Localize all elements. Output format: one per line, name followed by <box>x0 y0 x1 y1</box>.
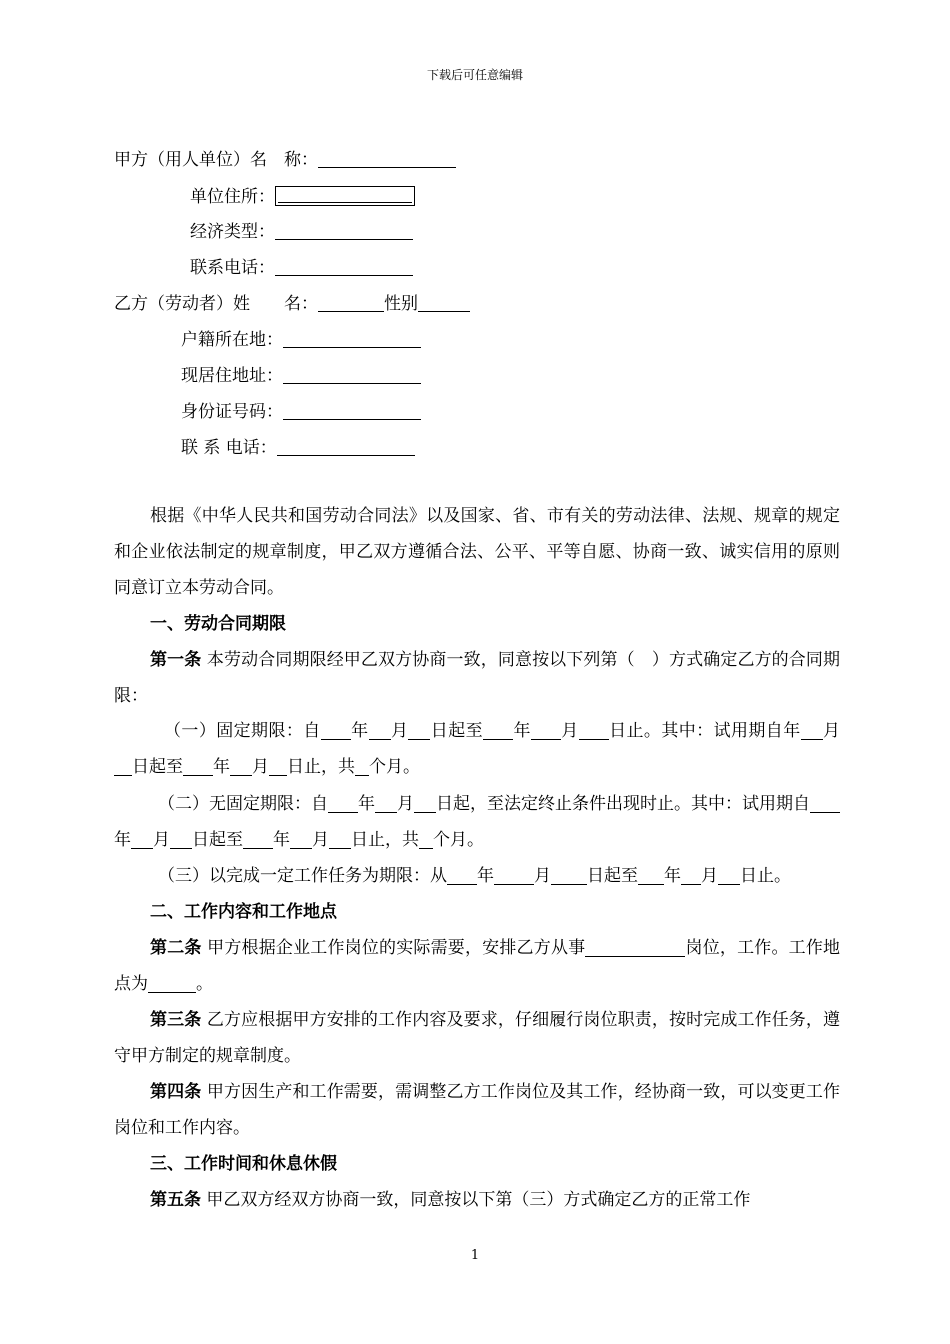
party-b-hukou-row <box>181 330 421 350</box>
term-3-text: 月 <box>534 866 551 886</box>
article-2-text: 。 <box>196 974 213 994</box>
blank[interactable] <box>718 867 740 885</box>
article-5 <box>114 1182 840 1218</box>
term-3-text: 月 <box>701 866 718 886</box>
term-3-text: 年 <box>664 866 681 886</box>
term-1-text: 月 <box>822 721 841 741</box>
article-2 <box>114 930 840 1002</box>
term-1-text: 日起至 <box>132 757 183 777</box>
section-3-heading: 三、工作时间和休息休假 <box>150 1154 337 1174</box>
party-b-residence-field[interactable] <box>283 367 421 384</box>
term-2-text: 年 <box>273 830 290 850</box>
intro-paragraph: 根据《中华人民共和国劳动合同法》以及国家、省、市有关的劳动法律、法规、规章的规定和企业依法制定的规章制度，甲乙双方遵循合法、公平、平等自愿、协商一致、诚实信用的原则同意订立本劳动合同。 <box>114 506 840 598</box>
party-b-hukou-label: 户籍所在地： <box>181 330 283 350</box>
term-2-text: 年 <box>358 794 375 814</box>
blank[interactable] <box>369 722 391 740</box>
section-1-heading: 一、劳动合同期限 <box>150 614 286 634</box>
party-b-id-row <box>181 402 421 422</box>
blank[interactable] <box>321 722 351 740</box>
blank[interactable] <box>494 867 534 885</box>
article-2-text: 甲方根据企业工作岗位的实际需要，安排乙方从事 <box>207 938 586 958</box>
article-1-label: 第一条 <box>150 650 202 670</box>
term-1-text: 年 <box>783 721 801 741</box>
party-b-name-label: 乙方（劳动者）姓 名： <box>114 294 318 314</box>
term-2-text: 日起，至法定终止条件出现时止。其中：试用期自 <box>436 794 810 814</box>
term-1-text: 年 <box>513 721 531 741</box>
blank[interactable] <box>483 722 513 740</box>
blank[interactable] <box>170 831 192 849</box>
term-2-text: 个月。 <box>433 830 484 850</box>
term-2-text: 年 <box>114 830 131 850</box>
term-2-text: 月 <box>397 794 414 814</box>
header-note: 下载后可任意编辑 <box>426 68 523 82</box>
blank[interactable] <box>269 758 287 776</box>
party-a-address-label: 单位住所： <box>190 187 275 207</box>
blank[interactable] <box>638 867 664 885</box>
term-1-text: 年 <box>213 757 230 777</box>
party-a-econ-field[interactable] <box>275 223 413 240</box>
blank[interactable] <box>551 867 587 885</box>
article-2-label: 第二条 <box>150 938 202 958</box>
party-a-address-row <box>190 186 415 207</box>
party-a-econ-label: 经济类型： <box>190 222 275 242</box>
party-a-name-field[interactable] <box>318 151 456 168</box>
term-1-text: 月 <box>252 757 269 777</box>
party-b-name-row <box>114 294 470 314</box>
term-1-text: 日起至 <box>430 721 484 741</box>
blank[interactable] <box>531 722 561 740</box>
blank[interactable] <box>114 758 132 776</box>
party-b-id-label: 身份证号码： <box>181 402 283 422</box>
term-1-text: （一）固定期限：自 <box>164 721 321 741</box>
party-a-phone-label: 联系电话： <box>190 258 275 278</box>
blank[interactable] <box>328 795 358 813</box>
article-1-text: 本劳动合同期限经甲乙双方协商一致，同意按以下列第（ ）方式确定乙方的合同期限： <box>114 650 841 706</box>
article-5-label: 第五条 <box>150 1190 201 1210</box>
term-3-text: 年 <box>477 866 494 886</box>
term-1-text: 日止。其中：试用期自 <box>608 721 784 741</box>
term-2-text: 月 <box>312 830 329 850</box>
term-2-text: 日止，共 <box>351 830 419 850</box>
party-a-phone-field[interactable] <box>275 259 413 276</box>
party-b-phone-label: 联 系 电话： <box>181 438 277 458</box>
term-2-text: 月 <box>153 830 170 850</box>
blank[interactable] <box>355 758 369 776</box>
page-number: 1 <box>470 1248 480 1263</box>
blank[interactable] <box>408 722 430 740</box>
article-4 <box>114 1074 840 1146</box>
party-a-econ-row <box>190 222 413 242</box>
party-a-name-label: 甲方（用人单位）名 称： <box>114 150 318 170</box>
term-3 <box>114 858 854 894</box>
blank[interactable] <box>329 831 351 849</box>
article-5-text: 甲乙双方经双方协商一致，同意按以下第（三）方式确定乙方的正常工作 <box>206 1190 751 1210</box>
article-3-text: 乙方应根据甲方安排的工作内容及要求，仔细履行岗位职责，按时完成工作任务，遵守甲方制定的规章制度。 <box>114 1010 841 1066</box>
term-1-text: 月 <box>560 721 579 741</box>
blank[interactable] <box>183 758 213 776</box>
blank[interactable] <box>243 831 273 849</box>
post-field[interactable] <box>585 939 685 957</box>
term-3-text: 日起至 <box>587 866 638 886</box>
term-1-text: 月 <box>390 721 409 741</box>
article-1 <box>114 642 840 714</box>
blank[interactable] <box>375 795 397 813</box>
party-a-address-field[interactable] <box>275 186 415 206</box>
article-2-text: 岗位，工作。工作地点为 <box>114 938 841 994</box>
party-a-phone-row <box>190 258 413 278</box>
blank[interactable] <box>414 795 436 813</box>
blank[interactable] <box>810 795 840 813</box>
blank[interactable] <box>681 867 701 885</box>
blank[interactable] <box>131 831 153 849</box>
term-3-text: 日止。 <box>740 866 791 886</box>
blank[interactable] <box>419 831 433 849</box>
section-2-heading: 二、工作内容和工作地点 <box>150 902 337 922</box>
blank[interactable] <box>447 867 477 885</box>
party-b-phone-field[interactable] <box>277 439 415 456</box>
party-b-name-field[interactable] <box>318 295 384 312</box>
article-4-text: 甲方因生产和工作需要，需调整乙方工作岗位及其工作，经协商一致，可以变更工作岗位和工作内容。 <box>114 1082 841 1138</box>
party-b-gender-label: 性别 <box>384 294 418 314</box>
blank[interactable] <box>579 722 609 740</box>
party-b-hukou-field[interactable] <box>283 331 421 348</box>
article-3-label: 第三条 <box>150 1010 202 1030</box>
article-4-label: 第四条 <box>150 1082 202 1102</box>
term-2-text: 日起至 <box>192 830 243 850</box>
term-1-text: 个月。 <box>369 757 420 777</box>
blank[interactable] <box>290 831 312 849</box>
party-b-residence-label: 现居住地址： <box>181 366 283 386</box>
blank[interactable] <box>230 758 252 776</box>
party-b-id-field[interactable] <box>283 403 421 420</box>
party-b-residence-row <box>181 366 421 386</box>
article-3 <box>114 1002 840 1074</box>
term-3-text: （三）以完成一定工作任务为期限：从 <box>158 866 447 886</box>
term-1-text: 年 <box>350 721 369 741</box>
party-a-name-row <box>114 150 456 170</box>
workplace-field[interactable] <box>148 975 196 993</box>
term-1 <box>114 713 840 785</box>
term-2 <box>114 786 840 858</box>
term-1-text: 日止，共 <box>287 757 355 777</box>
party-b-gender-field[interactable] <box>418 295 470 312</box>
blank[interactable] <box>801 722 823 740</box>
term-2-text: （二）无固定期限：自 <box>158 794 328 814</box>
party-b-phone-row <box>181 438 415 458</box>
